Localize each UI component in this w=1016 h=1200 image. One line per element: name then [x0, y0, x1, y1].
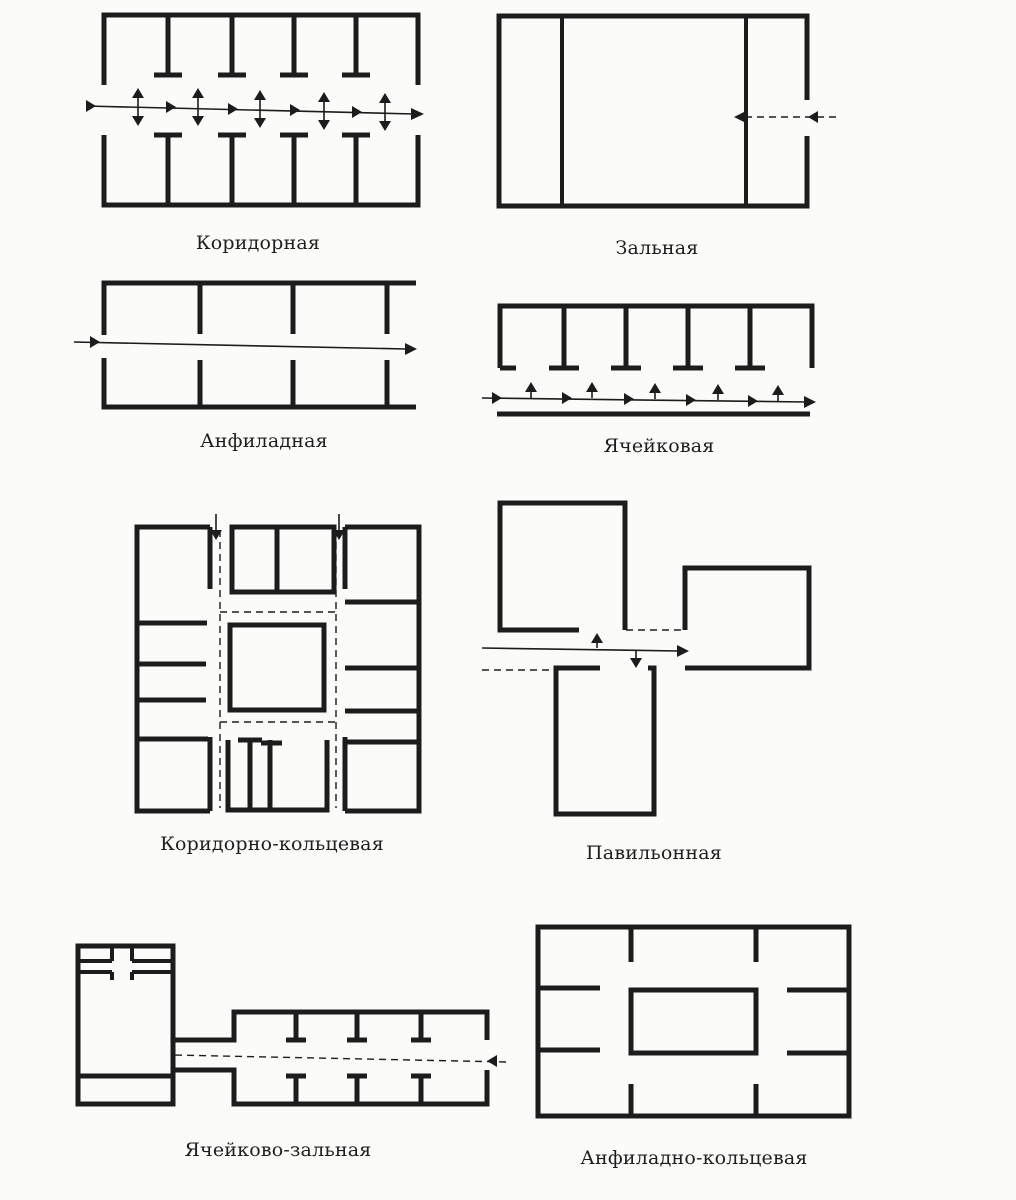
caption-cellular-hall: Ячейково-зальная [184, 1139, 372, 1161]
pavilion-lower [556, 668, 654, 814]
corridor-ring-scheme [137, 514, 419, 811]
bottom-block [228, 740, 327, 810]
entry-dashed-arrow [734, 111, 836, 123]
enfilade-scheme [74, 283, 417, 407]
caption-corridor-ring: Коридорно-кольцевая [160, 833, 384, 855]
cell-walls [500, 306, 765, 368]
caption-enfilade-ring: Анфиладно-кольцевая [580, 1147, 808, 1169]
inner-courtyard [631, 990, 756, 1053]
corridor-scheme [86, 15, 424, 205]
cellular-scheme [482, 306, 816, 414]
outer-walls [538, 927, 849, 1116]
movement-flow-arrow [74, 336, 417, 355]
caption-corridor: Коридорная [195, 232, 321, 254]
small-rooms [80, 946, 172, 980]
caption-enfilade: Анфиладная [200, 430, 328, 452]
pavilion-scheme [482, 503, 809, 814]
entry-dashed-arrow [172, 1055, 506, 1067]
caption-pavilion: Павильонная [586, 842, 722, 864]
caption-hall: Зальная [615, 237, 699, 259]
gallery-flow-arrow [482, 392, 816, 408]
pavilion-right [685, 568, 809, 668]
cells-bottom [286, 1076, 431, 1104]
cells-top [286, 1012, 431, 1040]
hall-block [78, 946, 173, 1076]
caption-cellular: Ячейковая [603, 435, 715, 457]
inner-courtyard-block [230, 625, 324, 710]
pavilion-upper-left [500, 503, 625, 630]
hall-block-lower [78, 1000, 173, 1104]
hall-scheme [499, 16, 836, 206]
top-block [232, 527, 334, 592]
cellular-hall-scheme [78, 946, 506, 1104]
movement-flow-arrow [482, 633, 689, 668]
enfilade-ring-scheme [538, 927, 849, 1116]
enfilade-partitions [538, 927, 849, 1116]
